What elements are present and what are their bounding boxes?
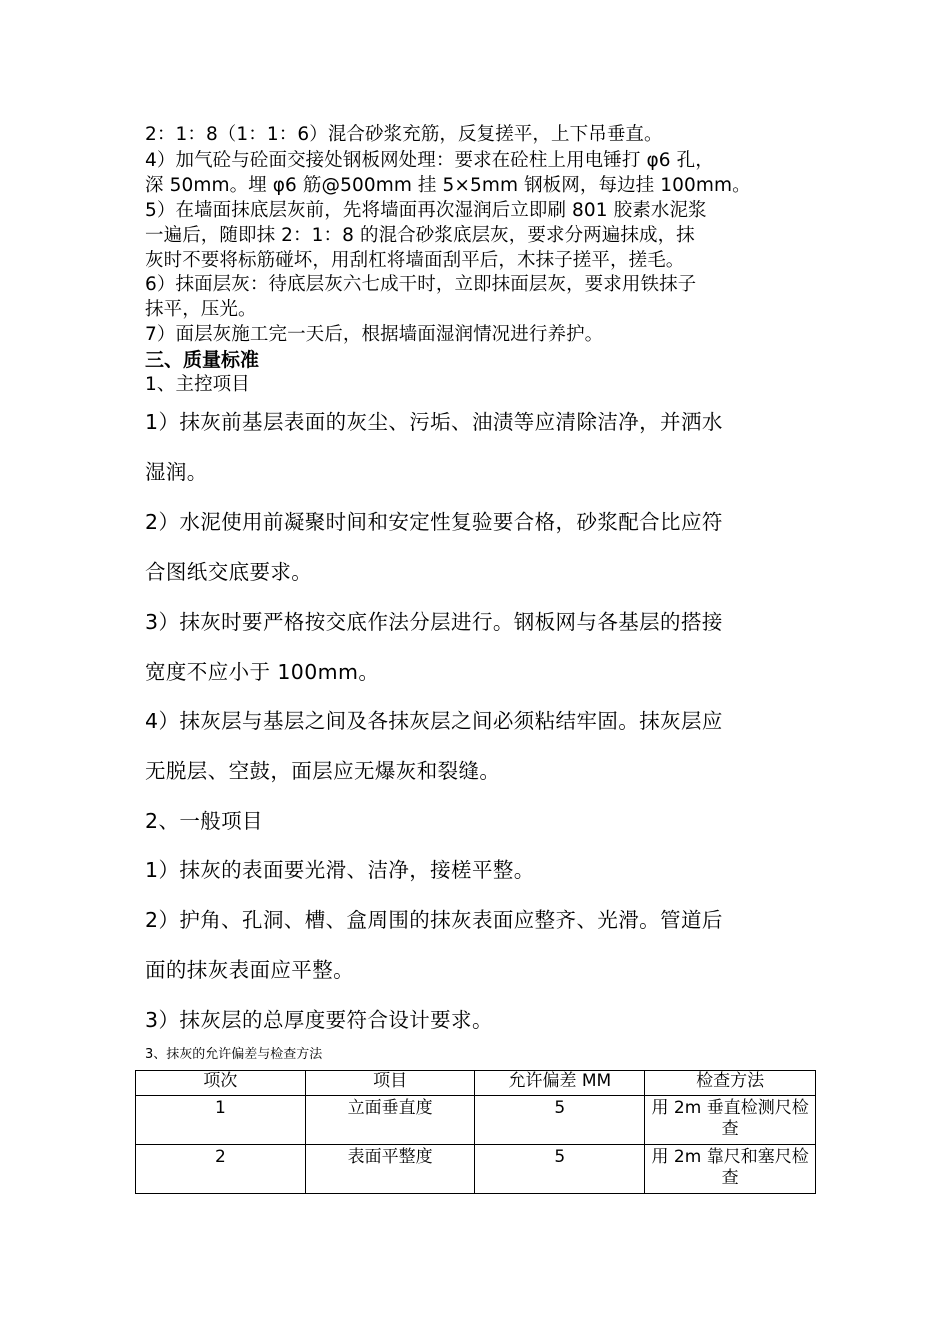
table-header-cell: 允许偏差 MM: [475, 1071, 645, 1096]
table-caption: 3、抹灰的允许偏差与检查方法: [145, 1047, 323, 1062]
paragraph-line: 灰时不要将标筋碰坏，用刮杠将墙面刮平后，木抹子搓平，搓毛。: [145, 250, 685, 271]
table-header-cell: 项次: [136, 1071, 306, 1096]
main-item-line: 3）抹灰时要严格按交底作法分层进行。钢板网与各基层的搭接: [145, 610, 723, 634]
subsection-title: 1、主控项目: [145, 374, 250, 395]
table-cell: 用 2m 垂直检测尺检查: [645, 1096, 816, 1145]
paragraph-line: 7）面层灰施工完一天后，根据墙面湿润情况进行养护。: [145, 324, 604, 345]
table-cell: 2: [136, 1145, 306, 1194]
table-cell: 1: [136, 1096, 306, 1145]
tolerance-table: [135, 1070, 816, 1194]
paragraph-line: 抹平，压光。: [145, 299, 257, 320]
paragraph-line: 5）在墙面抹底层灰前，先将墙面再次湿润后立即刷 801 胶素水泥浆: [145, 200, 707, 221]
general-item-line: 1）抹灰的表面要光滑、洁净，接槎平整。: [145, 858, 535, 882]
table-row: [136, 1145, 816, 1194]
main-item-line: 合图纸交底要求。: [145, 560, 313, 584]
table-header-cell: 检查方法: [645, 1071, 816, 1096]
main-item-line: 湿润。: [145, 460, 208, 484]
main-item-line: 4）抹灰层与基层之间及各抹灰层之间必须粘结牢固。抹灰层应: [145, 709, 723, 733]
paragraph-line: 6）抹面层灰：待底层灰六七成干时，立即抹面层灰，要求用铁抹子: [145, 274, 697, 295]
general-item-line: 面的抹灰表面应平整。: [145, 958, 354, 982]
main-item-line: 2）水泥使用前凝聚时间和安定性复验要合格，砂浆配合比应符: [145, 510, 723, 534]
table-cell: 5: [475, 1096, 645, 1145]
main-item-line: 无脱层、空鼓，面层应无爆灰和裂缝。: [145, 759, 501, 783]
subsection-title: 2、一般项目: [145, 809, 263, 833]
main-item-line: 1）抹灰前基层表面的灰尘、污垢、油渍等应清除洁净，并洒水: [145, 410, 723, 434]
table-cell: 表面平整度: [305, 1145, 475, 1194]
paragraph-line: 4）加气砼与砼面交接处钢板网处理：要求在砼柱上用电锤打 φ6 孔，: [145, 150, 714, 171]
paragraph-line: 深 50mm。埋 φ6 筋@500mm 挂 5×5mm 钢板网，每边挂 100mm。: [145, 175, 751, 196]
general-item-line: 2）护角、孔洞、槽、盒周围的抹灰表面应整齐、光滑。管道后: [145, 908, 723, 932]
paragraph-line: 2：1：8（1：1：6）混合砂浆充筋，反复搓平，上下吊垂直。: [145, 124, 663, 145]
table-cell: 用 2m 靠尺和塞尺检查: [645, 1145, 816, 1194]
section-heading: 三、质量标准: [145, 349, 260, 371]
paragraph-line: 一遍后，随即抹 2：1：8 的混合砂浆底层灰，要求分两遍抹成，抹: [145, 225, 695, 246]
table-cell: 5: [475, 1145, 645, 1194]
general-item-line: 3）抹灰层的总厚度要符合设计要求。: [145, 1008, 493, 1032]
table-cell: 立面垂直度: [305, 1096, 475, 1145]
table-header-row: [136, 1071, 816, 1096]
main-item-line: 宽度不应小于 100mm。: [145, 660, 380, 684]
table-header-cell: 项目: [305, 1071, 475, 1096]
table-row: [136, 1096, 816, 1145]
